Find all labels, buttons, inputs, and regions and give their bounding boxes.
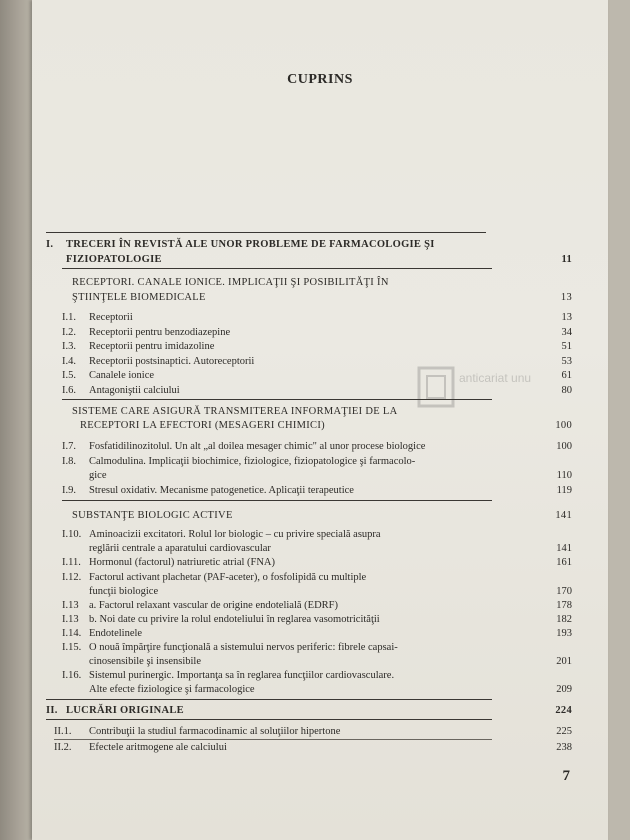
toc-page: 119 (556, 485, 572, 496)
toc-title: Aminoacizii excitatori. Rolul lor biologic – cu privire specială asupra (89, 529, 381, 540)
toc-title: Receptorii postsinaptici. Autoreceptorii (89, 356, 255, 367)
page-title: CUPRINS (287, 72, 353, 87)
watermark-logo (417, 362, 532, 412)
toc-title: ŞTIINŢELE BIOMEDICALE (72, 292, 206, 303)
toc-page: 13 (560, 292, 572, 303)
toc-page: 34 (561, 327, 572, 338)
section-rule (46, 699, 492, 700)
toc-number: I.11. (62, 557, 81, 568)
toc-title: LUCRĂRI ORIGINALE (66, 705, 184, 716)
toc-title: FIZIOPATOLOGIE (66, 254, 162, 265)
toc-number: I.10. (62, 529, 82, 540)
toc-page: 13 (561, 312, 572, 323)
toc-title: b. Noi date cu privire la rolul endoteliului în reglarea vasomotricităţii (89, 614, 380, 625)
toc-page: 100 (555, 420, 572, 431)
toc-page: 53 (561, 356, 572, 367)
toc-number: II.2. (54, 742, 72, 753)
toc-page: 225 (556, 726, 572, 737)
section-rule (46, 232, 486, 233)
toc-number: I.14. (62, 628, 82, 639)
toc-title: Alte efecte fiziologice şi farmacologice (89, 684, 255, 695)
toc-number: I.13 (62, 614, 79, 625)
toc-title: Receptorii (89, 312, 133, 323)
toc-page: 209 (556, 684, 572, 695)
toc-title: Contribuţii la studiul farmacodinamic al soluţiilor hipertone (89, 726, 341, 737)
section-rule (46, 719, 492, 720)
toc-page: 224 (555, 705, 572, 716)
toc-number: I.8. (62, 456, 76, 467)
toc-page: 61 (561, 370, 572, 381)
toc-page: 100 (556, 441, 572, 452)
toc-title: Factorul activant plachetar (PAF-aceter), o fosfolipidă cu multiple (89, 572, 367, 583)
toc-page: 80 (561, 385, 572, 396)
toc-title: funcţii biologice (89, 586, 159, 597)
toc-number: II.1. (54, 726, 72, 737)
toc-title: gice (89, 470, 107, 481)
toc-page: 201 (556, 656, 572, 667)
toc-title: cinosensibile şi insensibile (89, 656, 201, 667)
toc-title: Stresul oxidativ. Mecanisme patogenetice. Aplicaţii terapeutice (89, 485, 354, 496)
toc-page: 182 (556, 614, 572, 625)
section-rule (62, 399, 492, 400)
toc-number: I. (46, 239, 54, 250)
toc-number: I.3. (62, 341, 76, 352)
toc-title: Antagoniştii calciului (89, 385, 180, 396)
toc-number: I.15. (62, 642, 82, 653)
toc-page: 170 (556, 586, 572, 597)
toc-number: I.4. (62, 356, 76, 367)
toc-title: Canalele ionice (89, 370, 155, 381)
toc-page: 193 (556, 628, 572, 639)
toc-title: RECEPTORI LA EFECTORI (MESAGERI CHIMICI) (80, 420, 325, 431)
watermark-text: anticariat unu (459, 371, 532, 385)
toc-page: 110 (556, 470, 572, 481)
toc-page: 141 (555, 510, 572, 521)
toc-title: O nouă împărţire funcţională a sistemului nervos periferic: fibrele capsai- (89, 642, 398, 653)
toc-number: I.7. (62, 441, 76, 452)
toc-title: Endotelinele (89, 628, 143, 639)
toc-page: 161 (556, 557, 572, 568)
toc-page: 178 (556, 600, 572, 611)
toc-number: I.2. (62, 327, 76, 338)
toc-title: Efectele aritmogene ale calciului (89, 742, 227, 753)
section-rule (54, 739, 492, 740)
toc-title: Sistemul purinergic. Importanţa sa în reglarea funcţiilor cardiovasculare. (89, 670, 395, 681)
toc-page: 51 (561, 341, 572, 352)
toc-number: II. (46, 705, 58, 716)
toc-title: Fosfatidilinozitolul. Un alt „al doilea mesager chimic" al unor procese biologice (89, 441, 426, 452)
page-number: 7 (562, 768, 570, 784)
toc-number: I.1. (62, 312, 76, 323)
toc-number: I.12. (62, 572, 82, 583)
toc-number: I.16. (62, 670, 82, 681)
toc-title: SUBSTANŢE BIOLOGIC ACTIVE (72, 510, 233, 521)
toc-number: I.9. (62, 485, 76, 496)
toc-title: SISTEME CARE ASIGURĂ TRANSMITEREA INFORMAŢIEI DE LA (72, 406, 398, 417)
toc-number: I.5. (62, 370, 76, 381)
section-rule (62, 500, 492, 501)
toc-title: Hormonul (factorul) natriuretic atrial (FNA) (89, 557, 276, 568)
toc-number: I.13 (62, 600, 79, 611)
toc-page: 141 (556, 543, 572, 554)
book-page (32, 0, 608, 840)
toc-title: reglării centrale a aparatului cardiovascular (89, 543, 271, 554)
toc-title: Calmodulina. Implicaţii biochimice, fiziologice, fiziopatologice şi farmacolo- (89, 456, 416, 467)
toc-title: Receptorii pentru imidazoline (89, 341, 215, 352)
toc-page: 238 (556, 742, 572, 753)
toc-title: a. Factorul relaxant vascular de origine endotelială (EDRF) (89, 600, 338, 611)
toc-title: RECEPTORI. CANALE IONICE. IMPLICAŢII ŞI POSIBILITĂŢI ÎN (72, 277, 389, 288)
section-rule (62, 268, 492, 269)
toc-title: TRECERI ÎN REVISTĂ ALE UNOR PROBLEME DE FARMACOLOGIE ŞI (66, 239, 435, 250)
toc-page: 11 (561, 254, 572, 265)
toc-title: Receptorii pentru benzodiazepine (89, 327, 231, 338)
toc-number: I.6. (62, 385, 76, 396)
